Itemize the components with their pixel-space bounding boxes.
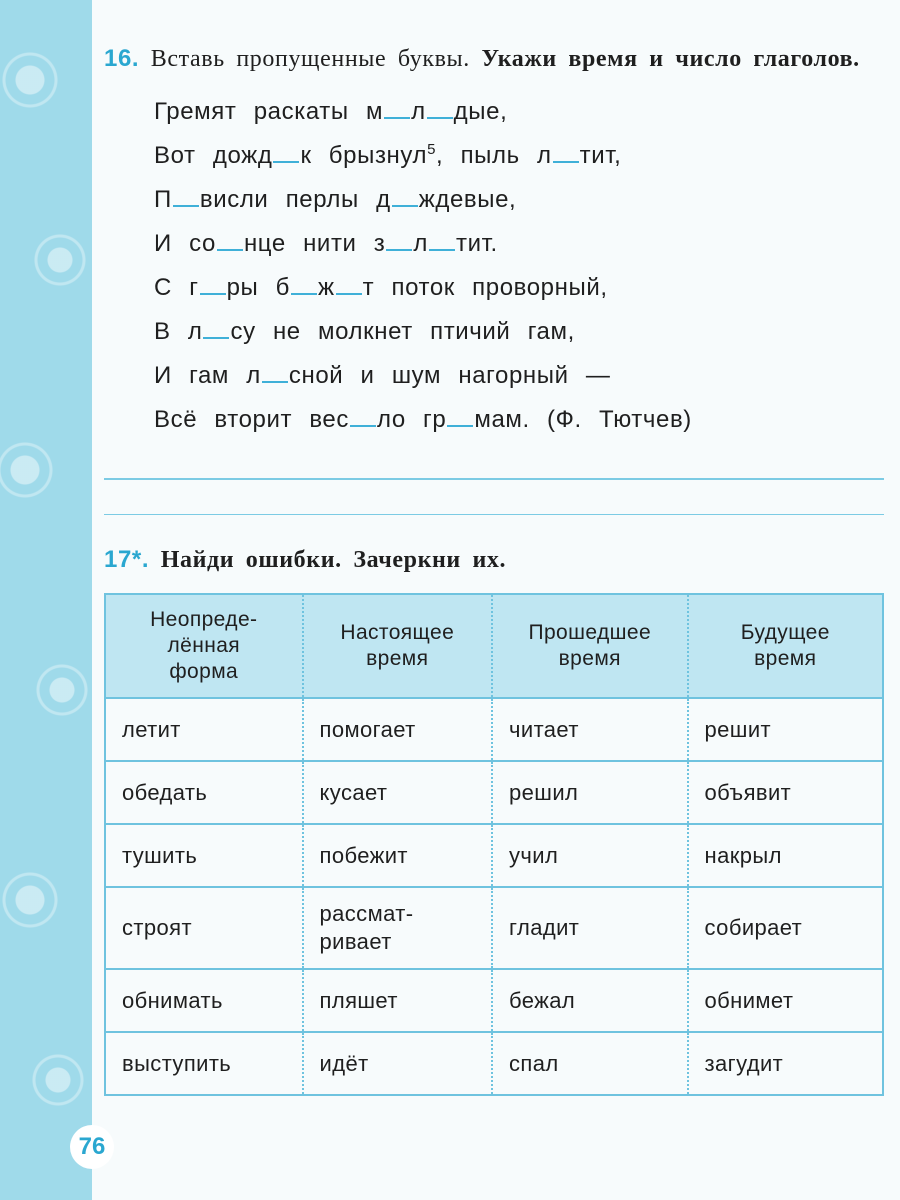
task-16-instruction-1: Вставь пропущенные буквы. — [150, 46, 470, 72]
poem-line — [154, 398, 884, 442]
answer-line[interactable] — [104, 478, 884, 480]
task-17-number: 17*. — [104, 546, 150, 573]
verb-cell[interactable]: идёт — [303, 1032, 493, 1095]
poem-line — [154, 310, 884, 354]
letter-blank[interactable] — [273, 143, 299, 163]
letter-blank[interactable] — [262, 363, 288, 383]
poem — [154, 90, 884, 442]
task-16-heading — [104, 40, 884, 78]
poem-text: л — [411, 98, 426, 125]
poem-text: , пыль л — [436, 142, 552, 169]
poem-text: тит, — [579, 142, 622, 169]
poem-text: тит. — [456, 230, 498, 257]
poem-text: Вот дожд — [154, 142, 273, 169]
poem-text: В л — [154, 318, 203, 345]
decorative-margin — [0, 0, 92, 1200]
poem-text: ло гр — [376, 406, 447, 433]
footnote-mark: 5 — [427, 141, 437, 158]
poem-line — [154, 354, 884, 398]
page-content — [104, 40, 884, 1096]
table-header-cell: Прошедшее время — [492, 594, 688, 698]
verb-cell[interactable]: пляшет — [303, 969, 493, 1032]
verb-cell[interactable]: строят — [105, 887, 303, 969]
table-row — [105, 887, 883, 969]
verb-cell[interactable]: собирает — [688, 887, 883, 969]
poem-text: И гам л — [154, 362, 261, 389]
letter-blank[interactable] — [386, 231, 412, 251]
poem-text: С г — [154, 274, 199, 301]
poem-text: ры б — [226, 274, 290, 301]
verb-cell[interactable]: выступить — [105, 1032, 303, 1095]
verb-cell[interactable]: загудит — [688, 1032, 883, 1095]
task-16-number: 16. — [104, 45, 140, 72]
letter-blank[interactable] — [384, 99, 410, 119]
table-row — [105, 969, 883, 1032]
letter-blank[interactable] — [447, 407, 473, 427]
poem-text: л — [413, 230, 429, 257]
poem-line — [154, 90, 884, 134]
verb-cell[interactable]: накрыл — [688, 824, 883, 887]
verb-cell[interactable]: обнимет — [688, 969, 883, 1032]
page-number: 76 — [70, 1125, 114, 1169]
verb-cell[interactable]: спал — [492, 1032, 688, 1095]
verb-cell[interactable]: решил — [492, 761, 688, 824]
poem-line — [154, 134, 884, 178]
poem-text: дые, — [453, 98, 508, 125]
task-17-heading — [104, 541, 884, 579]
table-row — [105, 698, 883, 761]
poem-text: Всё вторит вес — [154, 406, 349, 433]
verb-cell[interactable]: гладит — [492, 887, 688, 969]
verb-cell[interactable]: решит — [688, 698, 883, 761]
poem-text: нце нити з — [243, 230, 386, 257]
poem-line — [154, 222, 884, 266]
table-row — [105, 824, 883, 887]
verb-cell[interactable]: рассмат- ривает — [303, 887, 493, 969]
table-header-row — [105, 594, 883, 698]
verb-cell[interactable]: помогает — [303, 698, 493, 761]
poem-text: Гремят раскаты м — [154, 98, 384, 125]
table-header-cell: Будущее время — [688, 594, 883, 698]
letter-blank[interactable] — [350, 407, 376, 427]
verb-cell[interactable]: обнимать — [105, 969, 303, 1032]
table-row — [105, 1032, 883, 1095]
letter-blank[interactable] — [392, 187, 418, 207]
verb-cell[interactable]: читает — [492, 698, 688, 761]
poem-text: П — [154, 186, 172, 213]
poem-line — [154, 178, 884, 222]
letter-blank[interactable] — [429, 231, 455, 251]
poem-line — [154, 266, 884, 310]
table-header-cell: Неопреде- лённая форма — [105, 594, 303, 698]
poem-text: ж — [317, 274, 335, 301]
verb-cell[interactable]: бежал — [492, 969, 688, 1032]
letter-blank[interactable] — [336, 275, 362, 295]
letter-blank[interactable] — [203, 319, 229, 339]
letter-blank[interactable] — [200, 275, 226, 295]
letter-blank[interactable] — [217, 231, 243, 251]
poem-text: сной и шум нагорный — — [288, 362, 611, 389]
verb-cell[interactable]: тушить — [105, 824, 303, 887]
poem-text: висли перлы д — [199, 186, 391, 213]
verb-cell[interactable]: кусает — [303, 761, 493, 824]
poem-text: ждевые, — [418, 186, 517, 213]
letter-blank[interactable] — [427, 99, 453, 119]
verb-cell[interactable]: учил — [492, 824, 688, 887]
verb-forms-table — [104, 593, 884, 1096]
poem-text: И со — [154, 230, 216, 257]
verb-cell[interactable]: летит — [105, 698, 303, 761]
verb-cell[interactable]: объявит — [688, 761, 883, 824]
poem-text: мам. (Ф. Тютчев) — [474, 406, 692, 433]
task-17-instruction: Найди ошибки. Зачеркни их. — [160, 547, 507, 573]
table-row — [105, 761, 883, 824]
task-16-instruction-2: Укажи время и число глаголов. — [481, 46, 860, 72]
poem-text: су не молкнет птичий гам, — [230, 318, 575, 345]
letter-blank[interactable] — [553, 143, 579, 163]
table-header-cell: Настоящее время — [303, 594, 493, 698]
verb-cell[interactable]: побежит — [303, 824, 493, 887]
poem-text: к брызнул — [300, 142, 428, 169]
letter-blank[interactable] — [291, 275, 317, 295]
answer-line[interactable] — [104, 514, 884, 516]
verb-cell[interactable]: обедать — [105, 761, 303, 824]
poem-text: т поток проворный, — [362, 274, 608, 301]
letter-blank[interactable] — [173, 187, 199, 207]
